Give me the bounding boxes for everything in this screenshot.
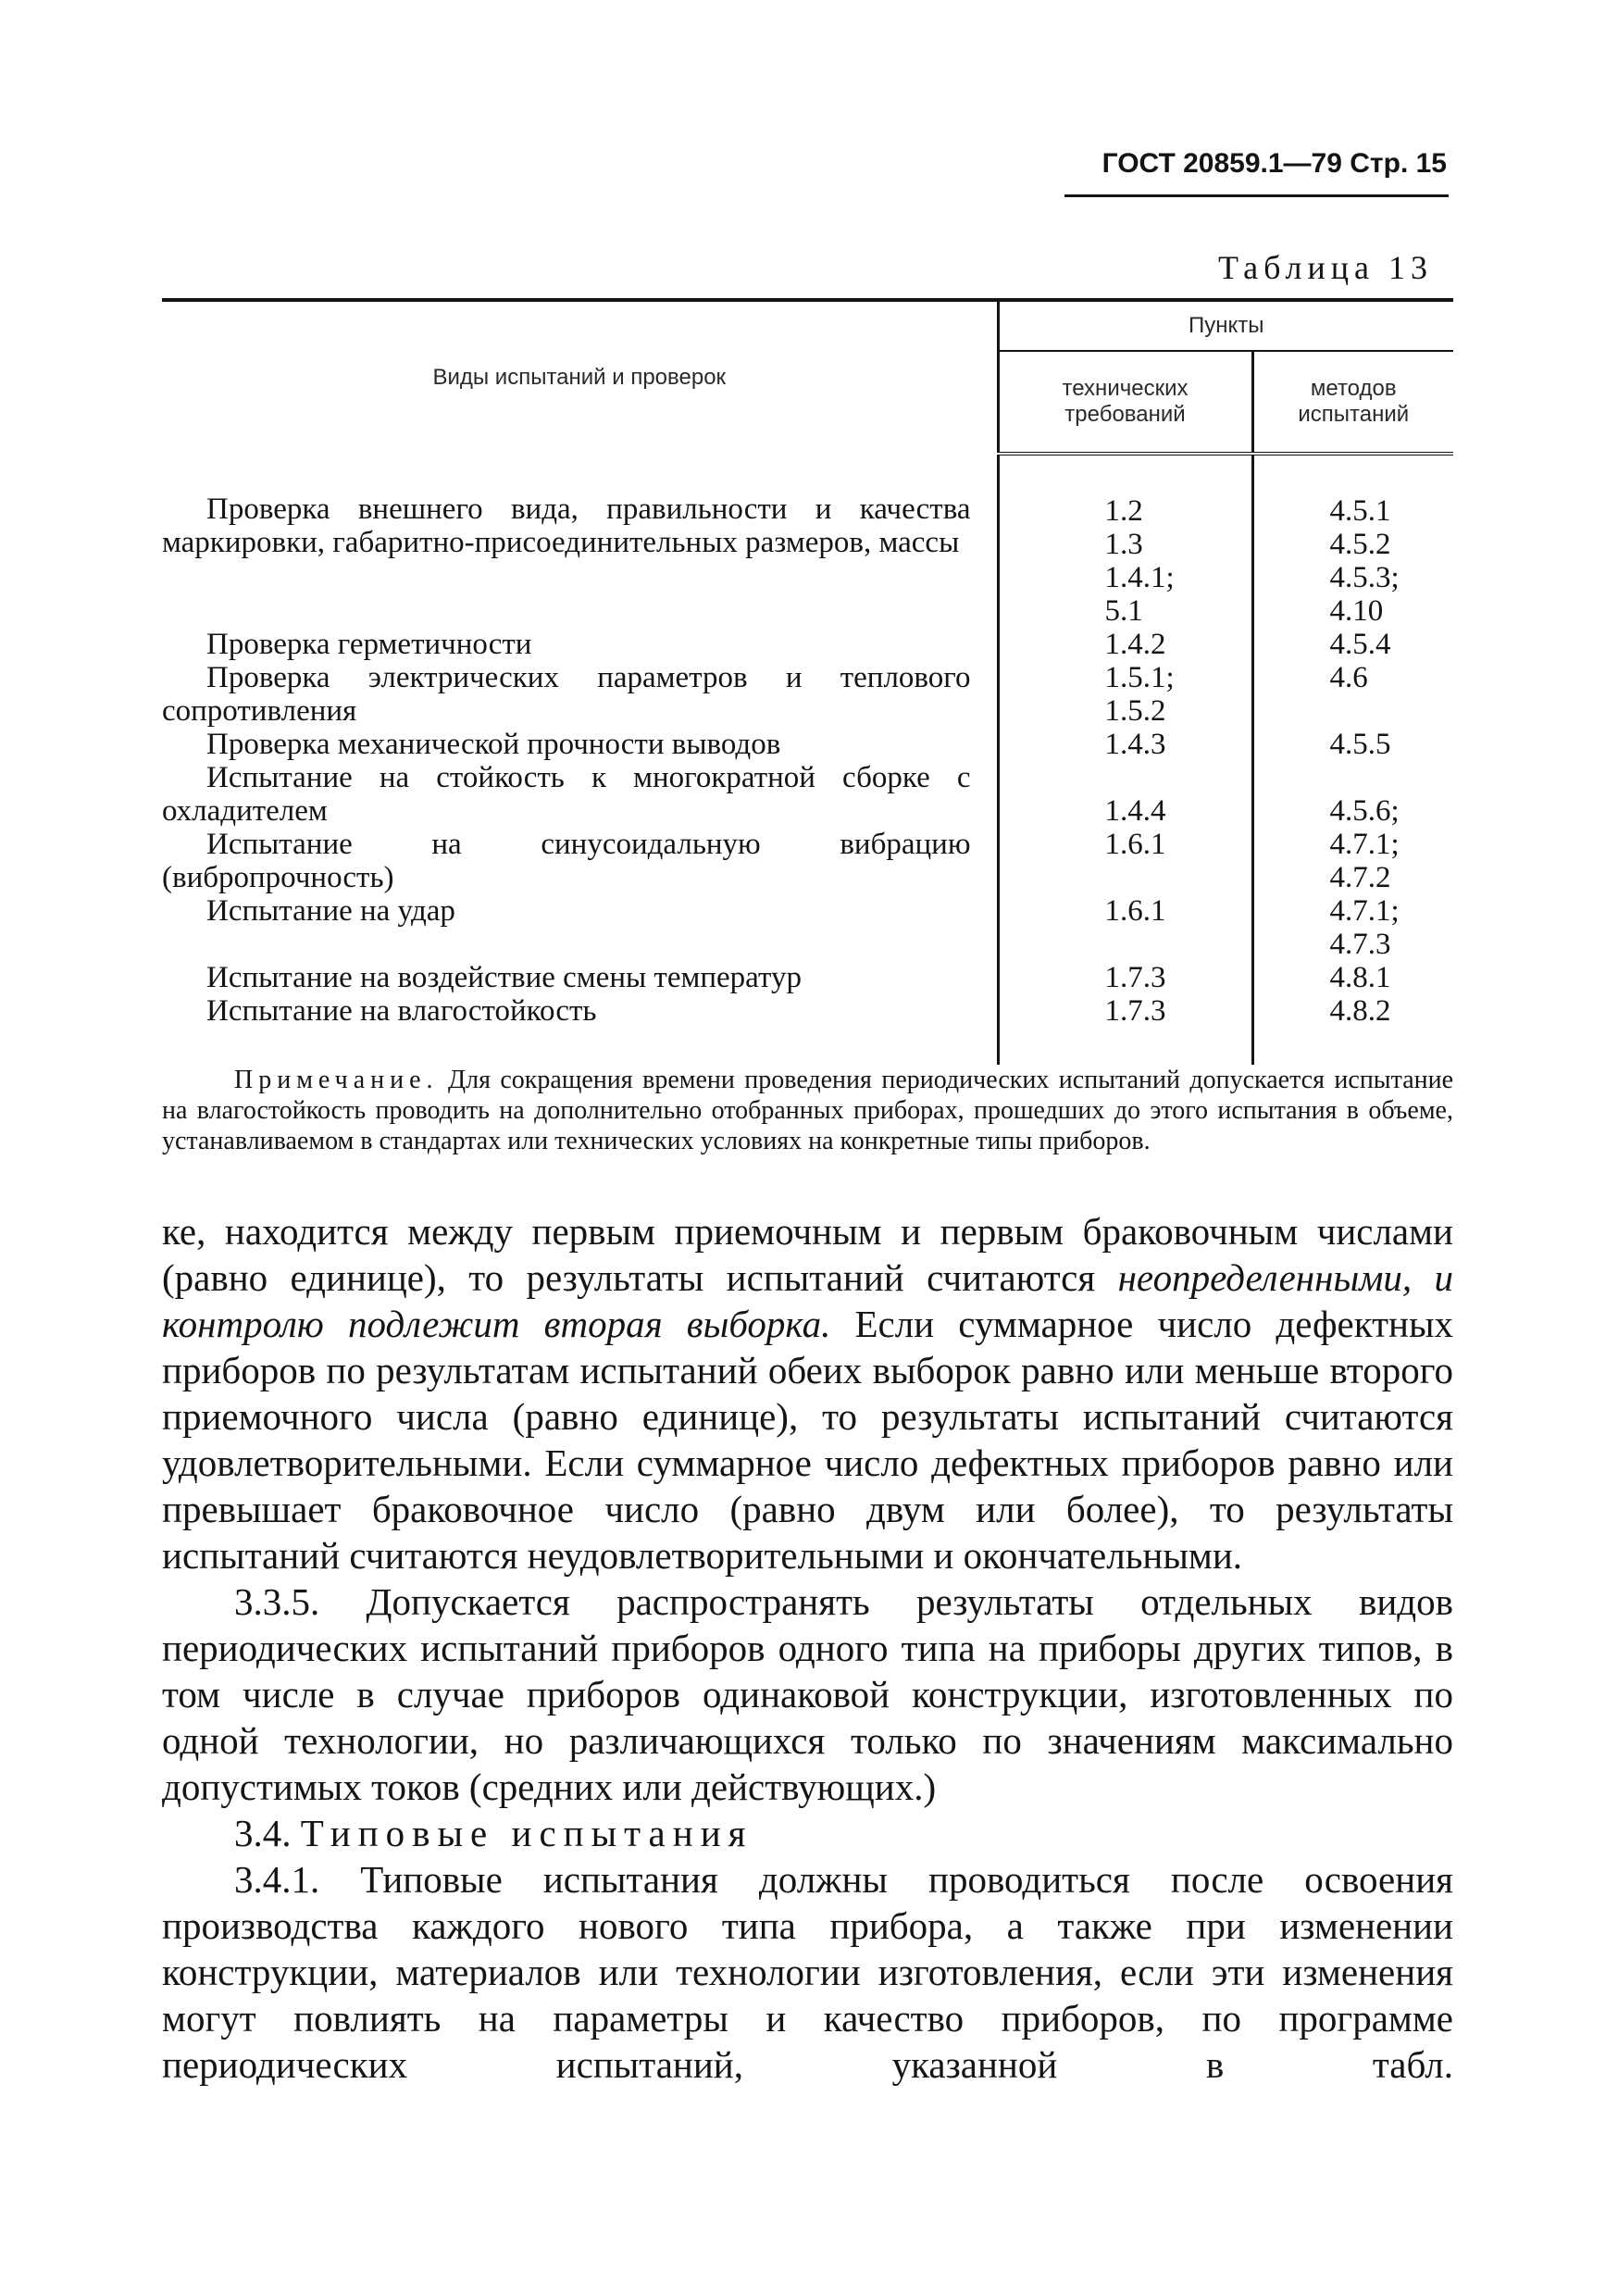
- table-row: [162, 994, 1453, 1065]
- tech-requirements-cell: 1.6.1: [998, 828, 1252, 894]
- paragraph-1-emphasis: неопределенными, и контролю подлежит вторая выборка.: [162, 1256, 1453, 1345]
- paragraph-3-4-1: 3.4.1. Типовые испытания должны проводиться после освоения производства каждого нового типа прибора, а также при изменении конструкции, материалов или технологии изготовления, если эти изменения могут повлиять на параметры и качество приборов, по программе периодических испытаний, указанной в табл.: [162, 1858, 1453, 2086]
- table-row: [162, 828, 1453, 894]
- tech-requirements-cell: 1.6.1: [998, 894, 1252, 961]
- doc-code: ГОСТ 20859.1—79: [1101, 148, 1342, 179]
- tech-requirements-cell: 1.4.2: [998, 628, 1252, 661]
- table-row: [162, 628, 1453, 661]
- test-methods-cell: 4.8.1: [1329, 961, 1391, 994]
- table-row: [162, 894, 1453, 961]
- tech-requirements-cell: 1.2 1.3 1.4.1; 5.1: [998, 454, 1252, 628]
- test-methods-cell: 4.5.1 4.5.2 4.5.3; 4.10: [1329, 494, 1400, 628]
- table-caption: Таблица 13: [1218, 249, 1433, 286]
- table-row: [162, 728, 1453, 761]
- page-number: Стр. 15: [1350, 148, 1447, 179]
- test-methods-cell: 4.8.2: [1329, 994, 1391, 1028]
- test-name: Испытание на воздействие смены температур: [206, 961, 802, 994]
- test-name: Испытание на влагостойкость: [206, 994, 597, 1028]
- col-header-types: Виды испытаний и проверок: [162, 300, 998, 454]
- test-name-cell: [162, 994, 998, 1065]
- test-methods-cell: 4.7.1; 4.7.3: [1329, 894, 1400, 961]
- tests-table: [162, 298, 1453, 1065]
- table-row: [162, 961, 1453, 994]
- test-methods-cell: 4.5.6;: [1329, 794, 1400, 828]
- test-name-cell: [162, 454, 998, 628]
- test-name: Проверка электрических параметров и теплового сопротивления: [162, 661, 971, 728]
- test-methods-cell: 4.5.5: [1329, 728, 1391, 761]
- table-row: [162, 761, 1453, 828]
- test-name-cell: [162, 661, 998, 728]
- col-header-tech: технических требований: [998, 351, 1252, 454]
- test-name: Проверка внешнего вида, правильности и качества маркировки, габаритно-присоединительных размеров, массы: [162, 493, 971, 559]
- tech-requirements-cell: 1.5.1; 1.5.2: [998, 661, 1252, 728]
- tech-requirements-cell: 1.4.4: [998, 761, 1252, 828]
- paragraph-continuation: [162, 1208, 1453, 1578]
- test-methods-cell: 4.5.4: [1329, 628, 1391, 661]
- note-label: Примечание.: [234, 1066, 439, 1094]
- test-name-cell: [162, 761, 998, 828]
- test-name: Испытание на удар: [206, 894, 455, 928]
- tech-requirements-cell: 1.7.3: [998, 961, 1252, 994]
- test-name-cell: [162, 828, 998, 894]
- col-header-methods: методов испытаний: [1252, 351, 1453, 454]
- table-note: [162, 1065, 1453, 1156]
- section-title: Типовые испытания: [300, 1812, 753, 1854]
- table-row: [162, 661, 1453, 728]
- paragraph-3-3-5: 3.3.5. Допускается распространять результаты отдельных видов периодических испытаний приборов одного типа на приборы других типов, в том числе в случае приборов одинаковой конструкции, изготовленных по одной технологии, но различающихся только по значениям максимально допустимых токов (средних или действующих.): [162, 1580, 1453, 1808]
- test-name-cell: [162, 728, 998, 761]
- section-number: 3.4.: [234, 1812, 292, 1854]
- body-text: [162, 1208, 1453, 2088]
- test-name-cell: [162, 894, 998, 961]
- table-body: [162, 454, 1453, 1065]
- note-text: Для сокращения времени проведения периодических испытаний допускается испытание на влагостойкость проводить на дополнительно отобранных приборах, прошедших до этого испытания в объеме, устанавливаемом в стандартах или технических условиях на конкретные типы приборов.: [162, 1066, 1454, 1155]
- test-name: Испытание на синусоидальную вибрацию (вибропрочность): [162, 828, 971, 894]
- table-13: [162, 298, 1453, 1065]
- test-name: Проверка механической прочности выводов: [206, 728, 781, 761]
- test-methods-cell: 4.6: [1329, 661, 1368, 694]
- col-header-points: Пункты: [998, 300, 1453, 351]
- paragraph-1-part-a: ке, находится между первым приемочным и первым браковочным числами (равно единице), то результаты испытаний считаются: [162, 1210, 1453, 1299]
- header-rule: [1064, 194, 1449, 197]
- test-name: Проверка герметичности: [206, 628, 532, 661]
- tech-requirements-cell: 1.4.3: [998, 728, 1252, 761]
- page-header: [1102, 148, 1447, 180]
- test-methods-cell: 4.7.1; 4.7.2: [1329, 828, 1400, 894]
- test-name-cell: [162, 961, 998, 994]
- test-name-cell: [162, 628, 998, 661]
- section-heading-3-4: [162, 1810, 1453, 1856]
- test-name: Испытание на стойкость к многократной сборке с охладителем: [162, 761, 971, 828]
- tech-requirements-cell: 1.7.3: [998, 994, 1252, 1065]
- paragraph-1-part-b: Если суммарное число дефектных приборов по результатам испытаний обеих выборок равно или меньше второго приемочного числа (равно единице), то результаты испытаний считаются удовлетворительными. Если суммарное число дефектных приборов равно или превышает браковочное число (равно двум или более), то результаты испытаний считаются неудовлетворительными и окончательными.: [162, 1303, 1453, 1577]
- table-row: [162, 454, 1453, 628]
